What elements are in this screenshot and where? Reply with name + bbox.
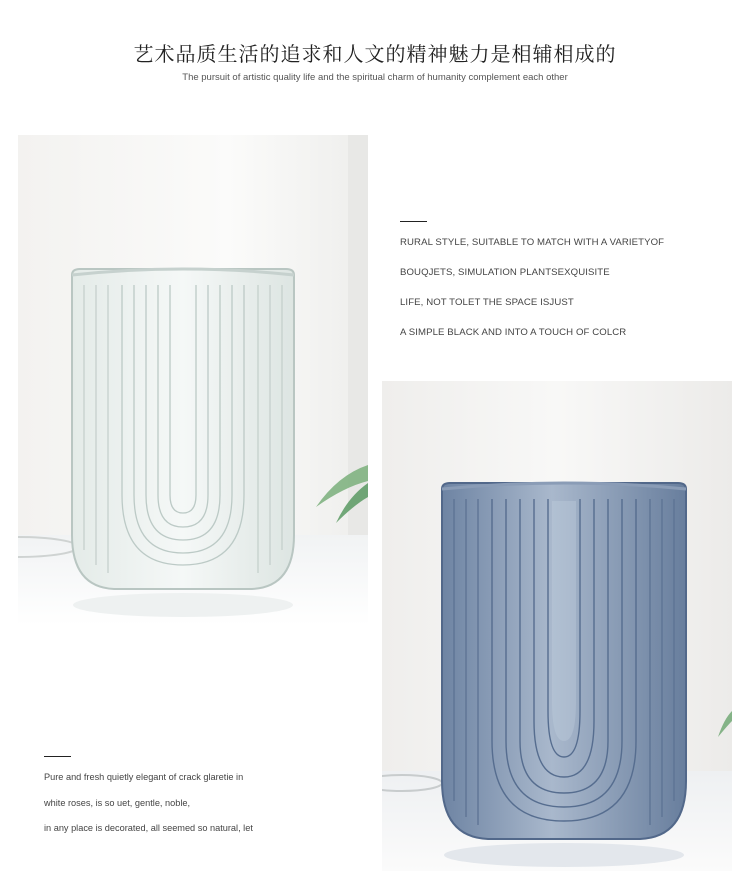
description-right-line: BOUQJETS, SIMULATION PLANTSEXQUISITE [400,267,610,278]
clear-vase-photo [18,135,368,625]
description-right-line: LIFE, NOT TOLET THE SPACE ISJUST [400,297,574,308]
description-left-line: in any place is decorated, all seemed so natural, let [44,823,253,833]
divider-left [44,756,71,757]
description-right [400,237,730,357]
page-subtitle: The pursuit of artistic quality life and the spiritual charm of humanity complement each other [182,72,568,83]
description-right-line: A SIMPLE BLACK AND INTO A TOUCH OF COLCR [400,327,627,338]
divider-right [400,221,427,222]
description-left [44,771,364,848]
description-left-line: white roses, is so uet, gentle, noble, [44,797,191,808]
description-left-line: Pure and fresh quietly elegant of crack glaretie in [44,772,244,782]
blue-vase-photo [382,381,732,871]
page-title: 艺术品质生活的追求和人文的精神魅力是相辅相成的 [133,42,617,66]
description-right-line: RURAL STYLE, SUITABLE TO MATCH WITH A VARIETYOF [400,237,665,248]
